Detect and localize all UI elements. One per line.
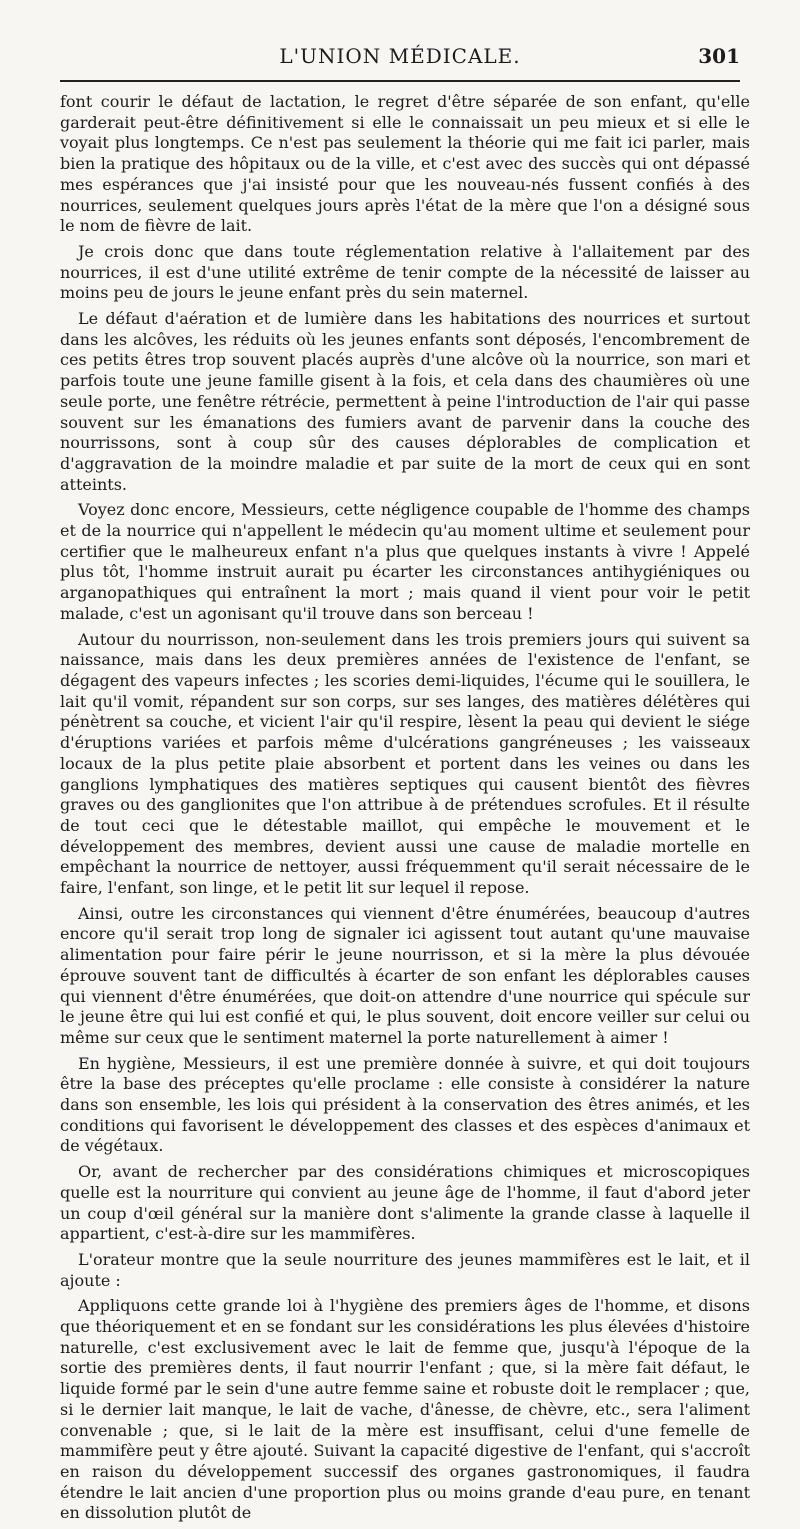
- paragraph: Autour du nourrisson, non-seulement dans les trois premiers jours qui suivent sa naissance, mais dans les deux premières années de l'existence de l'enfant, se dégagent des vapeurs infectes ; les scories demi-liquides, l'écume qui le souillera, le lait qu'il vomit, répandent sur son corps, sur ses langes, des matières délétères qui pénètrent sa couche, et vicient l'air qu'il respire, lèsent la peau qui devient le siége d'éruptions variées et parfois même d'ulcérations gangréneuses ; les vaisseaux locaux de la plus petite plaie absorbent et portent dans les veines ou dans les ganglions lymphatiques des matières septiques qui causent bientôt des fièvres graves ou des ganglionites que l'on attribue à de prétendues scrofules. Et il résulte de tout ceci que le détestable maillot, qui empêche le mouvement et le développement des membres, devient aussi une cause de maladie mortelle en empêchant la nourrice de nettoyer, aussi fréquemment qu'il serait nécessaire de le faire, l'enfant, son linge, et le petit lit sur lequel il repose.: [60, 629, 750, 898]
- paragraph: L'orateur montre que la seule nourriture des jeunes mammifères est le lait, et il ajoute :: [60, 1249, 750, 1290]
- header-rule: [60, 80, 740, 82]
- paragraph: Voyez donc encore, Messieurs, cette négligence coupable de l'homme des champs et de la nourrice qui n'appellent le médecin qu'au moment ultime et seulement pour certifier que le malheureux enfant n'a plus que quelques instants à vivre ! Appelé plus tôt, l'homme instruit aurait pu écarter les circonstances antihygiéniques ou arganopathiques qui entraînent la mort ; mais quand il vient pour voir le petit malade, c'est un agonisant qu'il trouve dans son berceau !: [60, 500, 750, 623]
- journal-title: L'UNION MÉDICALE.: [279, 44, 521, 68]
- paragraph: En hygiène, Messieurs, il est une première donnée à suivre, et qui doit toujours être la base des préceptes qu'elle proclame : elle consiste à considérer la nature dans son ensemble, les lois qui président à la conservation des êtres animés, et les conditions qui favorisent le développement des classes et des espèces d'animaux et de végétaux.: [60, 1053, 750, 1156]
- paragraph: Appliquons cette grande loi à l'hygiène des premiers âges de l'homme, et disons que théoriquement et en se fondant sur les considérations les plus élevées d'histoire naturelle, c'est exclusivement avec le lait de femme que, jusqu'à l'époque de la sortie des premières dents, il faut nourrir l'enfant ; que, si la mère fait défaut, le liquide formé par le sein d'une autre femme saine et robuste doit le remplacer ; que, si le dernier lait manque, le lait de vache, d'ânesse, de chèvre, etc., sera l'aliment convenable ; que, si le lait de la mère est insuffisant, celui d'une femelle de mammifère peut y être ajouté. Suivant la capacité digestive de l'enfant, qui s'accroît en raison du développement successif des organes gastronomiques, il faudra étendre le lait ancien d'une proportion plus ou moins grande d'eau pure, en tenant en dissolution plutôt de: [60, 1296, 750, 1523]
- page-number: 301: [698, 44, 740, 68]
- paragraph: Or, avant de rechercher par des considérations chimiques et microscopiques quelle est la nourriture qui convient au jeune âge de l'homme, il faut d'abord jeter un coup d'œil général sur la manière dont s'alimente la grande classe à laquelle il appartient, c'est-à-dire sur les mammifères.: [60, 1162, 750, 1244]
- paragraph: Ainsi, outre les circonstances qui viennent d'être énumérées, beaucoup d'autres encore qu'il serait trop long de signaler ici agissent tout autant qu'une mauvaise alimentation pour faire périr le jeune nourrisson, et si la mère la plus dévouée éprouve souvent tant de difficultés à écarter de son enfant les déplorables causes qui viennent d'être énumérées, que doit-on attendre d'une nourrice qui spécule sur le jeune être qui lui est confié et qui, le plus souvent, doit encore veiller sur celui ou même sur ceux que le sentiment maternel la porte naturellement à aimer !: [60, 903, 750, 1047]
- paragraph: font courir le défaut de lactation, le regret d'être séparée de son enfant, qu'elle garderait peut-être définitivement si elle le connaissait un peu mieux et si elle le voyait plus longtemps. Ce n'est pas seulement la théorie qui me fait ici parler, mais bien la pratique des hôpitaux ou de la ville, et c'est avec des succès qui ont dépassé mes espérances que j'ai insisté pour que les nouveau-nés fussent confiés à des nourrices, seulement quelques jours après l'état de la mère que l'on a désigné sous le nom de fièvre de lait.: [60, 92, 750, 236]
- article-body: [60, 92, 750, 1529]
- paragraph: Je crois donc que dans toute réglementation relative à l'allaitement par des nourrices, il est d'une utilité extrême de tenir compte de la nécessité de laisser au moins peu de jours le jeune enfant près du sein maternel.: [60, 241, 750, 303]
- paragraph: Le défaut d'aération et de lumière dans les habitations des nourrices et surtout dans les alcôves, les réduits où les jeunes enfants sont déposés, l'encombrement de ces petits êtres trop souvent placés auprès d'une alcôve où la nourrice, son mari et parfois toute une jeune famille gisent à la fois, et cela dans des chaumières où une seule porte, une fenêtre rétrécie, permettent à peine l'introduction de l'air qui passe souvent sur les émanations des fumiers avant de parvenir dans la couche des nourrissons, sont à coup sûr des causes déplorables de complication et d'aggravation de la moindre maladie et par suite de la mort de ceux qui en sont atteints.: [60, 309, 750, 494]
- running-head: [60, 44, 740, 74]
